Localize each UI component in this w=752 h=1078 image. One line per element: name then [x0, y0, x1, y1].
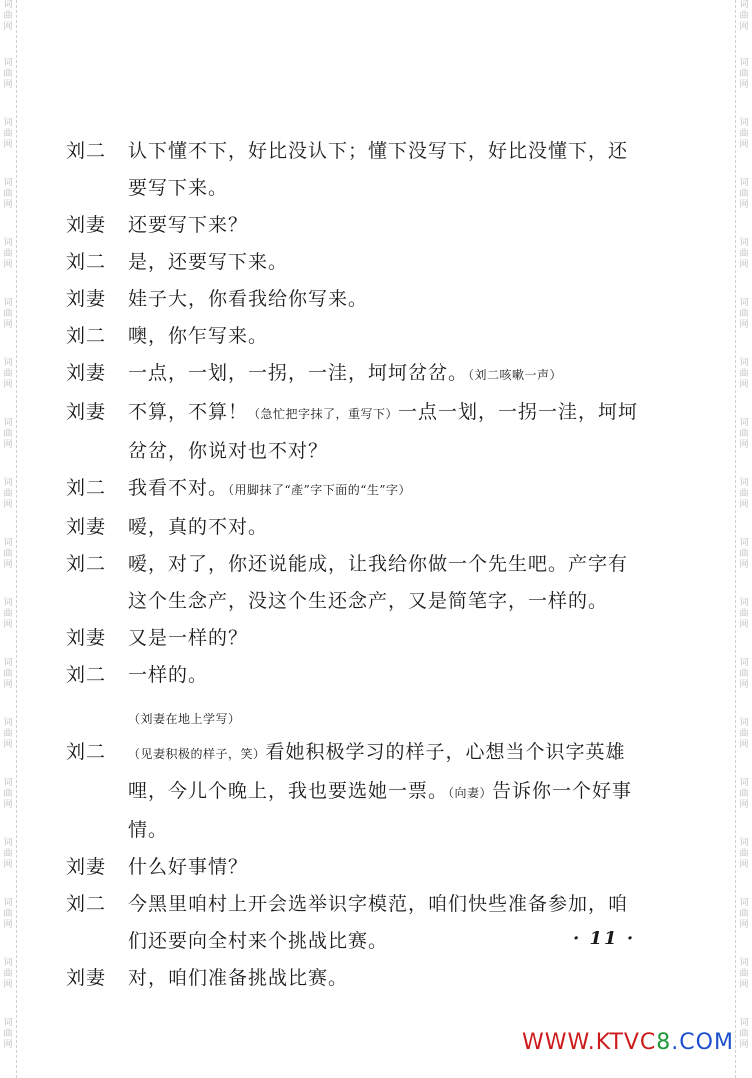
margin-watermark: 词曲网	[3, 238, 13, 270]
speaker-name: 刘妻	[66, 362, 107, 384]
margin-watermark: 词曲网	[739, 658, 749, 690]
stage-direction: （急忙把字抹了，重写下）	[248, 407, 399, 421]
dialogue-segment: 不算，不算！	[128, 401, 249, 423]
watermark-domain: WWW.KTVC	[522, 1030, 657, 1055]
margin-watermark: 词曲网	[739, 0, 749, 32]
dialogue-text	[128, 355, 646, 394]
margin-watermark: 词曲网	[3, 538, 13, 570]
margin-watermark: 词曲网	[3, 418, 13, 450]
dialogue-text: 今黑里咱村上开会选举识字模范，咱们快些准备参加，咱们还要向全村来个挑战比赛。	[128, 893, 629, 952]
speaker-name: 刘二	[66, 893, 107, 915]
dialogue-line	[66, 886, 646, 960]
dialogue-segment: 看她积极学习的样子，心想当个识字英雄哩，今儿个晚上，我也要选她一票。	[128, 741, 626, 802]
margin-watermark: 词曲网	[739, 238, 749, 270]
dialogue-segment: 告诉你一个好事情。	[128, 780, 633, 841]
margin-watermark: 词曲网	[3, 838, 13, 870]
dialogue-line	[66, 281, 646, 318]
right-margin-strip	[735, 0, 752, 1078]
stage-direction: （刘二咳嗽一声）	[468, 368, 563, 382]
margin-watermark: 词曲网	[739, 778, 749, 810]
margin-watermark: 词曲网	[739, 418, 749, 450]
stage-direction: （向妻）	[448, 786, 493, 800]
margin-watermark: 词曲网	[739, 898, 749, 930]
dialogue-line	[66, 960, 646, 997]
speaker-name: 刘二	[66, 553, 107, 575]
dialogue-text: 认下懂不下，好比没认下；懂下没写下，好比没懂下，还要写下来。	[128, 140, 629, 199]
speaker-name: 刘二	[66, 477, 107, 499]
margin-watermark: 词曲网	[3, 1018, 13, 1050]
dialogue-line	[66, 620, 646, 657]
dialogue-line	[66, 657, 646, 694]
dialogue-line	[66, 133, 646, 207]
speaker-name: 刘妻	[66, 214, 107, 236]
site-watermark	[522, 1030, 734, 1055]
speaker-name: 刘妻	[66, 627, 107, 649]
margin-watermark: 词曲网	[739, 598, 749, 630]
dialogue-text	[128, 394, 646, 470]
dialogue-text: 一样的。	[128, 664, 209, 686]
margin-watermark: 词曲网	[739, 298, 749, 330]
watermark-number: 8	[656, 1030, 672, 1055]
speaker-name: 刘妻	[66, 967, 107, 989]
speaker-name: 刘二	[66, 251, 107, 273]
dialogue-text: 嗳，真的不对。	[128, 516, 269, 538]
page-number: · 11 ·	[573, 928, 636, 949]
dialogue-text: 对，咱们准备挑战比赛。	[128, 967, 349, 989]
margin-watermark: 词曲网	[739, 58, 749, 90]
speaker-name: 刘二	[66, 140, 107, 162]
speaker-name: 刘妻	[66, 516, 107, 538]
speaker-name: 刘妻	[66, 856, 107, 878]
dialogue-segment: 一点，一划，一拐，一洼，坷坷岔岔。	[128, 362, 469, 384]
dialogue-line	[66, 355, 646, 394]
margin-watermark: 词曲网	[3, 58, 13, 90]
dialogue-line	[66, 734, 646, 849]
margin-watermark: 词曲网	[3, 778, 13, 810]
margin-watermark: 词曲网	[3, 118, 13, 150]
dialogue-text: 又是一样的？	[128, 627, 249, 649]
watermark-tld: .COM	[671, 1030, 734, 1055]
margin-watermark: 词曲网	[3, 658, 13, 690]
dialogue-text: 还要写下来？	[128, 214, 249, 236]
stage-direction: （见妻积极的样子，笑）	[128, 747, 266, 761]
speaker-name: 刘二	[66, 325, 107, 347]
stage-direction: （刘妻在地上学写）	[128, 712, 241, 726]
margin-watermark: 词曲网	[739, 538, 749, 570]
dialogue-line	[66, 394, 646, 470]
margin-watermark: 词曲网	[3, 598, 13, 630]
dialogue-line	[66, 244, 646, 281]
margin-watermark: 词曲网	[739, 838, 749, 870]
script-body	[66, 133, 646, 997]
margin-watermark: 词曲网	[739, 718, 749, 750]
margin-watermark: 词曲网	[739, 118, 749, 150]
margin-watermark: 词曲网	[3, 298, 13, 330]
margin-watermark: 词曲网	[3, 898, 13, 930]
dialogue-line	[66, 318, 646, 355]
margin-watermark: 词曲网	[739, 478, 749, 510]
dialogue-text: 是，还要写下来。	[128, 251, 289, 273]
dialogue-text	[128, 470, 646, 509]
margin-watermark: 词曲网	[3, 718, 13, 750]
margin-watermark: 词曲网	[739, 958, 749, 990]
dialogue-segment: 一点一划，一拐一洼，坷坷岔岔，你说对也不对？	[128, 401, 639, 462]
margin-watermark: 词曲网	[3, 178, 13, 210]
dialogue-text: 噢，你乍写来。	[128, 325, 269, 347]
dialogue-line	[66, 509, 646, 546]
dialogue-text: 嗳，对了，你还说能成，让我给你做一个先生吧。产字有这个生念产，没这个生还念产，又是简笔字，一样的。	[128, 553, 629, 612]
left-margin-strip	[0, 0, 17, 1078]
margin-watermark: 词曲网	[3, 358, 13, 390]
dialogue-line	[66, 546, 646, 620]
dialogue-line	[66, 207, 646, 244]
margin-watermark: 词曲网	[739, 1018, 749, 1050]
dialogue-segment: 我看不对。	[128, 477, 229, 499]
dialogue-line	[66, 849, 646, 886]
speaker-name: 刘妻	[66, 288, 107, 310]
margin-watermark: 词曲网	[3, 958, 13, 990]
speaker-name: 刘二	[66, 664, 107, 686]
dialogue-text: 娃子大，你看我给你写来。	[128, 288, 369, 310]
margin-watermark: 词曲网	[739, 178, 749, 210]
stage-direction: （用脚抹了“產”字下面的“生”字）	[228, 483, 412, 497]
speaker-name: 刘二	[66, 741, 107, 763]
margin-watermark: 词曲网	[3, 0, 13, 32]
dialogue-text: 什么好事情？	[128, 856, 249, 878]
margin-watermark: 词曲网	[3, 478, 13, 510]
dialogue-text	[128, 734, 646, 849]
dialogue-line	[66, 470, 646, 509]
margin-watermark: 词曲网	[739, 358, 749, 390]
speaker-name: 刘妻	[66, 401, 107, 423]
